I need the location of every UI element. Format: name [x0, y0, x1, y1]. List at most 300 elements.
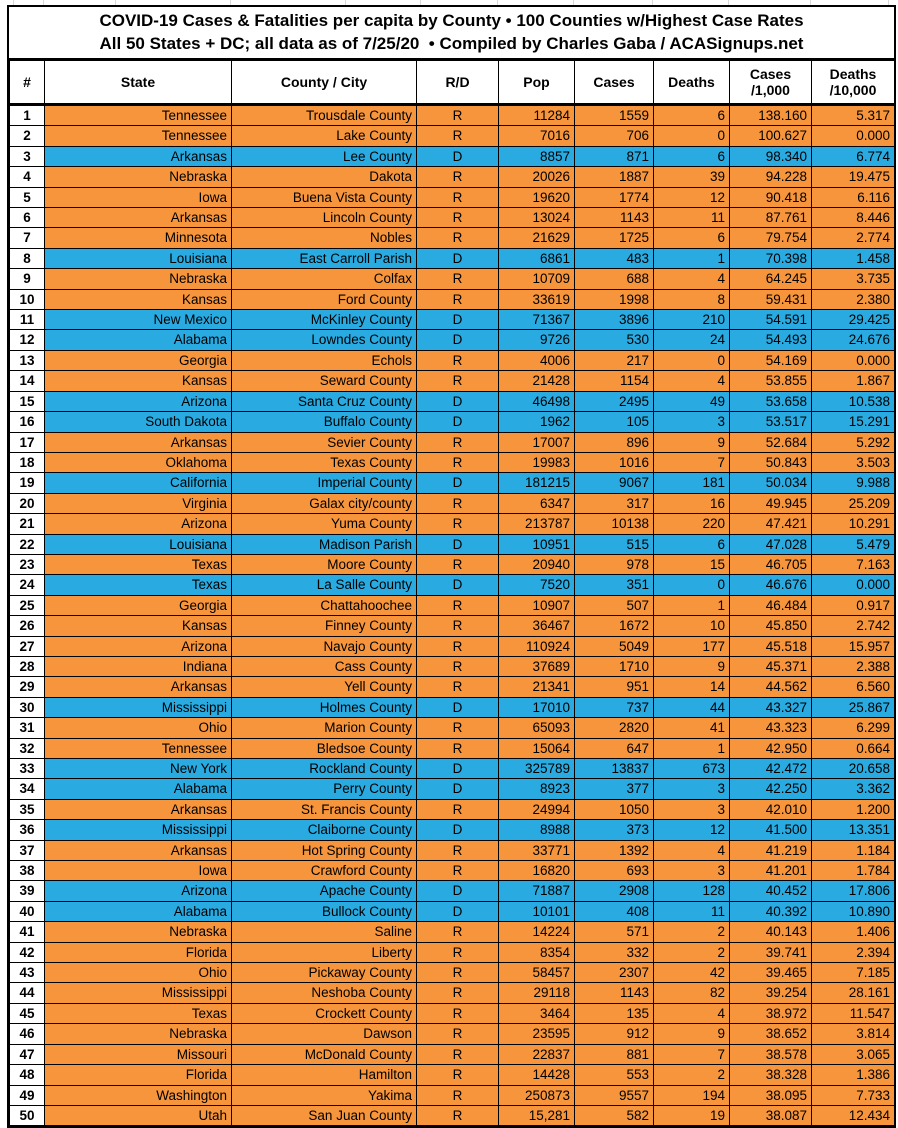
cell-state: Nebraska	[45, 1024, 232, 1044]
table-row	[10, 595, 895, 615]
cell-cases_per_1000: 45.518	[730, 636, 812, 656]
cell-cases_per_1000: 41.500	[730, 820, 812, 840]
table-row	[10, 1105, 895, 1125]
cell-party: D	[417, 534, 499, 554]
cell-rank: 29	[10, 677, 45, 697]
cell-rank: 21	[10, 514, 45, 534]
cell-county: Yuma County	[232, 514, 417, 534]
cell-party: D	[417, 146, 499, 166]
cell-deaths_per_10000: 11.547	[812, 1003, 895, 1023]
cell-state: Indiana	[45, 656, 232, 676]
cell-pop: 4006	[499, 350, 575, 370]
cell-cases_per_1000: 42.010	[730, 799, 812, 819]
cell-cases: 373	[575, 820, 654, 840]
cell-deaths_per_10000: 28.161	[812, 983, 895, 1003]
cell-state: Nebraska	[45, 167, 232, 187]
cell-cases_per_1000: 64.245	[730, 269, 812, 289]
cell-state: Ohio	[45, 963, 232, 983]
table-row	[10, 779, 895, 799]
cell-cases_per_1000: 38.972	[730, 1003, 812, 1023]
table-row	[10, 554, 895, 574]
cell-rank: 22	[10, 534, 45, 554]
cell-deaths_per_10000: 2.742	[812, 616, 895, 636]
cell-deaths: 11	[654, 901, 730, 921]
table-row	[10, 146, 895, 166]
cell-pop: 6861	[499, 248, 575, 268]
cell-cases: 1998	[575, 289, 654, 309]
cell-cases: 706	[575, 126, 654, 146]
cell-deaths_per_10000: 2.380	[812, 289, 895, 309]
cell-cases: 2820	[575, 718, 654, 738]
cell-state: Iowa	[45, 187, 232, 207]
cell-cases_per_1000: 52.684	[730, 432, 812, 452]
cell-cases: 1016	[575, 452, 654, 472]
table-row	[10, 1024, 895, 1044]
table-row	[10, 126, 895, 146]
table-row	[10, 310, 895, 330]
cell-county: St. Francis County	[232, 799, 417, 819]
cell-deaths: 2	[654, 922, 730, 942]
cell-deaths: 10	[654, 616, 730, 636]
cell-deaths: 9	[654, 432, 730, 452]
cell-cases_per_1000: 54.169	[730, 350, 812, 370]
cell-deaths_per_10000: 1.200	[812, 799, 895, 819]
cell-party: R	[417, 269, 499, 289]
cell-deaths_per_10000: 12.434	[812, 1105, 895, 1125]
cell-cases: 507	[575, 595, 654, 615]
cell-cases_per_1000: 43.327	[730, 697, 812, 717]
cell-deaths: 12	[654, 187, 730, 207]
table-row	[10, 391, 895, 411]
cell-cases_per_1000: 40.143	[730, 922, 812, 942]
cell-party: R	[417, 922, 499, 942]
cell-cases: 351	[575, 575, 654, 595]
cell-county: Marion County	[232, 718, 417, 738]
cell-rank: 45	[10, 1003, 45, 1023]
cell-rank: 31	[10, 718, 45, 738]
cell-party: R	[417, 289, 499, 309]
cell-pop: 1962	[499, 412, 575, 432]
column-header-pop: Pop	[499, 61, 575, 105]
cell-deaths: 177	[654, 636, 730, 656]
cell-deaths_per_10000: 3.065	[812, 1044, 895, 1064]
cell-party: D	[417, 697, 499, 717]
cell-rank: 26	[10, 616, 45, 636]
cell-rank: 5	[10, 187, 45, 207]
cell-cases_per_1000: 46.705	[730, 554, 812, 574]
cell-county: Yell County	[232, 677, 417, 697]
cell-party: D	[417, 820, 499, 840]
cell-county: Moore County	[232, 554, 417, 574]
cell-party: R	[417, 1105, 499, 1125]
cell-state: Arizona	[45, 514, 232, 534]
cell-county: Crawford County	[232, 861, 417, 881]
table-row	[10, 575, 895, 595]
table-row	[10, 412, 895, 432]
cell-party: D	[417, 330, 499, 350]
cell-party: D	[417, 575, 499, 595]
table-row	[10, 452, 895, 472]
cell-party: D	[417, 473, 499, 493]
column-header-rank: #	[10, 61, 45, 105]
column-header-party: R/D	[417, 61, 499, 105]
table-row	[10, 840, 895, 860]
cell-party: D	[417, 901, 499, 921]
cell-rank: 39	[10, 881, 45, 901]
cell-party: R	[417, 1003, 499, 1023]
cell-county: Sevier County	[232, 432, 417, 452]
column-header-deaths_per_10000: Deaths /10,000	[812, 61, 895, 105]
cell-party: R	[417, 187, 499, 207]
cell-state: Arizona	[45, 636, 232, 656]
cell-deaths: 19	[654, 1105, 730, 1125]
cell-county: Hamilton	[232, 1065, 417, 1085]
cell-party: D	[417, 391, 499, 411]
cell-cases_per_1000: 40.452	[730, 881, 812, 901]
cell-party: D	[417, 759, 499, 779]
table-row	[10, 1044, 895, 1064]
cell-cases: 1887	[575, 167, 654, 187]
cell-county: McDonald County	[232, 1044, 417, 1064]
cell-deaths: 14	[654, 677, 730, 697]
cell-cases: 1710	[575, 656, 654, 676]
cell-state: Texas	[45, 575, 232, 595]
cell-county: Ford County	[232, 289, 417, 309]
cell-deaths_per_10000: 1.386	[812, 1065, 895, 1085]
cell-party: R	[417, 493, 499, 513]
cell-deaths_per_10000: 5.317	[812, 105, 895, 126]
cell-pop: 19983	[499, 452, 575, 472]
cell-deaths: 220	[654, 514, 730, 534]
cell-state: South Dakota	[45, 412, 232, 432]
table-row	[10, 881, 895, 901]
cell-pop: 29118	[499, 983, 575, 1003]
cell-cases: 951	[575, 677, 654, 697]
table-body	[10, 105, 895, 1126]
cell-pop: 10907	[499, 595, 575, 615]
column-header-cases_per_1000: Cases /1,000	[730, 61, 812, 105]
cell-deaths_per_10000: 29.425	[812, 310, 895, 330]
cell-county: Seward County	[232, 371, 417, 391]
cell-county: Dakota	[232, 167, 417, 187]
cell-cases_per_1000: 47.421	[730, 514, 812, 534]
cell-cases_per_1000: 38.328	[730, 1065, 812, 1085]
cell-state: Virginia	[45, 493, 232, 513]
cell-pop: 21341	[499, 677, 575, 697]
table-row	[10, 493, 895, 513]
cell-pop: 17010	[499, 697, 575, 717]
cell-deaths_per_10000: 25.867	[812, 697, 895, 717]
cell-cases: 10138	[575, 514, 654, 534]
cell-county: Cass County	[232, 656, 417, 676]
cell-cases_per_1000: 53.658	[730, 391, 812, 411]
cell-state: Florida	[45, 1065, 232, 1085]
cell-deaths_per_10000: 3.362	[812, 779, 895, 799]
cell-state: Texas	[45, 554, 232, 574]
cell-rank: 37	[10, 840, 45, 860]
cell-deaths: 2	[654, 942, 730, 962]
cell-deaths_per_10000: 10.291	[812, 514, 895, 534]
cell-cases_per_1000: 38.095	[730, 1085, 812, 1105]
cell-deaths: 39	[654, 167, 730, 187]
cell-party: R	[417, 1024, 499, 1044]
cell-cases: 1143	[575, 208, 654, 228]
table-row	[10, 983, 895, 1003]
cell-deaths_per_10000: 0.917	[812, 595, 895, 615]
cell-rank: 3	[10, 146, 45, 166]
cell-pop: 14224	[499, 922, 575, 942]
cell-deaths_per_10000: 8.446	[812, 208, 895, 228]
cell-deaths: 0	[654, 575, 730, 595]
column-header-deaths: Deaths	[654, 61, 730, 105]
cell-cases: 737	[575, 697, 654, 717]
cell-cases_per_1000: 98.340	[730, 146, 812, 166]
cell-deaths_per_10000: 6.774	[812, 146, 895, 166]
table-row	[10, 289, 895, 309]
cell-cases: 1050	[575, 799, 654, 819]
cell-party: R	[417, 105, 499, 126]
table-row	[10, 248, 895, 268]
cell-cases_per_1000: 42.250	[730, 779, 812, 799]
cell-state: Texas	[45, 1003, 232, 1023]
cell-cases_per_1000: 50.034	[730, 473, 812, 493]
cell-rank: 20	[10, 493, 45, 513]
cell-cases_per_1000: 42.950	[730, 738, 812, 758]
cell-deaths: 9	[654, 1024, 730, 1044]
cell-deaths: 6	[654, 105, 730, 126]
cell-deaths: 9	[654, 656, 730, 676]
cell-cases_per_1000: 46.484	[730, 595, 812, 615]
cell-deaths: 3	[654, 861, 730, 881]
cell-state: Minnesota	[45, 228, 232, 248]
table-row	[10, 514, 895, 534]
cell-pop: 36467	[499, 616, 575, 636]
cell-state: Kansas	[45, 289, 232, 309]
cell-pop: 9726	[499, 330, 575, 350]
cell-county: La Salle County	[232, 575, 417, 595]
cell-deaths: 181	[654, 473, 730, 493]
cell-party: R	[417, 963, 499, 983]
cell-cases_per_1000: 40.392	[730, 901, 812, 921]
cell-party: R	[417, 616, 499, 636]
cell-state: Washington	[45, 1085, 232, 1105]
cell-party: R	[417, 636, 499, 656]
cell-deaths_per_10000: 25.209	[812, 493, 895, 513]
cell-rank: 11	[10, 310, 45, 330]
table-row	[10, 942, 895, 962]
cell-party: R	[417, 799, 499, 819]
table-row	[10, 656, 895, 676]
cell-deaths_per_10000: 6.116	[812, 187, 895, 207]
cell-deaths: 1	[654, 738, 730, 758]
cell-deaths_per_10000: 1.184	[812, 840, 895, 860]
table-row	[10, 820, 895, 840]
cell-deaths_per_10000: 0.000	[812, 126, 895, 146]
cell-state: Alabama	[45, 330, 232, 350]
cell-deaths: 194	[654, 1085, 730, 1105]
cell-rank: 10	[10, 289, 45, 309]
cell-deaths_per_10000: 3.735	[812, 269, 895, 289]
cell-county: East Carroll Parish	[232, 248, 417, 268]
cell-rank: 46	[10, 1024, 45, 1044]
cell-rank: 44	[10, 983, 45, 1003]
cell-pop: 15064	[499, 738, 575, 758]
table-row	[10, 350, 895, 370]
table-row	[10, 616, 895, 636]
cell-cases_per_1000: 90.418	[730, 187, 812, 207]
cell-state: Oklahoma	[45, 452, 232, 472]
cell-county: Pickaway County	[232, 963, 417, 983]
cell-deaths: 12	[654, 820, 730, 840]
table-row	[10, 105, 895, 126]
cell-rank: 50	[10, 1105, 45, 1125]
cell-cases_per_1000: 45.371	[730, 656, 812, 676]
cell-state: Louisiana	[45, 248, 232, 268]
cell-county: Nobles	[232, 228, 417, 248]
cell-cases_per_1000: 38.652	[730, 1024, 812, 1044]
cell-county: Bledsoe County	[232, 738, 417, 758]
cell-county: Rockland County	[232, 759, 417, 779]
cell-rank: 36	[10, 820, 45, 840]
table-title-line-2: All 50 States + DC; all data as of 7/25/20 • Compiled by Charles Gaba / ACASignups.net	[99, 34, 804, 53]
cell-pop: 22837	[499, 1044, 575, 1064]
cell-cases: 2495	[575, 391, 654, 411]
cell-cases: 1559	[575, 105, 654, 126]
cell-pop: 19620	[499, 187, 575, 207]
table-row	[10, 1003, 895, 1023]
cell-rank: 42	[10, 942, 45, 962]
cell-pop: 7520	[499, 575, 575, 595]
cell-pop: 15,281	[499, 1105, 575, 1125]
cell-state: Tennessee	[45, 126, 232, 146]
cell-deaths: 4	[654, 371, 730, 391]
cell-state: Louisiana	[45, 534, 232, 554]
cell-pop: 8988	[499, 820, 575, 840]
cell-cases_per_1000: 41.219	[730, 840, 812, 860]
cell-county: Apache County	[232, 881, 417, 901]
cell-deaths_per_10000: 1.867	[812, 371, 895, 391]
cell-party: R	[417, 595, 499, 615]
cell-cases: 571	[575, 922, 654, 942]
cell-rank: 34	[10, 779, 45, 799]
cell-state: New York	[45, 759, 232, 779]
cell-rank: 40	[10, 901, 45, 921]
cell-county: Echols	[232, 350, 417, 370]
cell-cases_per_1000: 39.254	[730, 983, 812, 1003]
cell-rank: 28	[10, 656, 45, 676]
cell-pop: 14428	[499, 1065, 575, 1085]
cell-deaths: 6	[654, 228, 730, 248]
cell-cases_per_1000: 53.517	[730, 412, 812, 432]
cell-cases: 13837	[575, 759, 654, 779]
cell-cases: 217	[575, 350, 654, 370]
cell-deaths: 11	[654, 208, 730, 228]
cell-deaths_per_10000: 15.957	[812, 636, 895, 656]
cell-party: R	[417, 228, 499, 248]
cell-county: Holmes County	[232, 697, 417, 717]
table-row	[10, 167, 895, 187]
cell-rank: 1	[10, 105, 45, 126]
cell-rank: 33	[10, 759, 45, 779]
cell-party: R	[417, 861, 499, 881]
cell-deaths_per_10000: 9.988	[812, 473, 895, 493]
cell-deaths_per_10000: 3.814	[812, 1024, 895, 1044]
cell-party: R	[417, 677, 499, 697]
table-row	[10, 473, 895, 493]
cell-deaths: 4	[654, 1003, 730, 1023]
cell-county: Lee County	[232, 146, 417, 166]
cell-state: Nebraska	[45, 922, 232, 942]
cell-county: Chattahoochee	[232, 595, 417, 615]
cell-cases_per_1000: 79.754	[730, 228, 812, 248]
cell-deaths: 0	[654, 350, 730, 370]
cell-deaths_per_10000: 5.292	[812, 432, 895, 452]
cell-pop: 325789	[499, 759, 575, 779]
table-row	[10, 861, 895, 881]
table-row	[10, 738, 895, 758]
cell-cases: 978	[575, 554, 654, 574]
cell-cases_per_1000: 94.228	[730, 167, 812, 187]
cell-cases_per_1000: 38.087	[730, 1105, 812, 1125]
cell-cases_per_1000: 45.850	[730, 616, 812, 636]
cell-county: Imperial County	[232, 473, 417, 493]
cell-deaths_per_10000: 0.000	[812, 575, 895, 595]
cell-county: Santa Cruz County	[232, 391, 417, 411]
cell-rank: 48	[10, 1065, 45, 1085]
cell-cases: 1154	[575, 371, 654, 391]
cell-cases: 317	[575, 493, 654, 513]
cell-cases: 1672	[575, 616, 654, 636]
table-title-block	[9, 7, 894, 60]
cell-rank: 8	[10, 248, 45, 268]
table-row	[10, 901, 895, 921]
cell-rank: 15	[10, 391, 45, 411]
cell-deaths: 15	[654, 554, 730, 574]
cell-pop: 23595	[499, 1024, 575, 1044]
cell-pop: 71367	[499, 310, 575, 330]
cell-pop: 16820	[499, 861, 575, 881]
cell-pop: 3464	[499, 1003, 575, 1023]
cell-cases: 483	[575, 248, 654, 268]
cell-county: Colfax	[232, 269, 417, 289]
cell-state: Tennessee	[45, 738, 232, 758]
cell-state: Georgia	[45, 350, 232, 370]
cell-cases: 135	[575, 1003, 654, 1023]
cell-party: R	[417, 1085, 499, 1105]
column-header-state: State	[45, 61, 232, 105]
cell-deaths_per_10000: 1.406	[812, 922, 895, 942]
table-row	[10, 963, 895, 983]
cell-deaths_per_10000: 5.479	[812, 534, 895, 554]
cell-cases_per_1000: 53.855	[730, 371, 812, 391]
cell-state: Arkansas	[45, 840, 232, 860]
cell-county: Saline	[232, 922, 417, 942]
cell-pop: 10709	[499, 269, 575, 289]
cell-cases: 582	[575, 1105, 654, 1125]
cell-party: R	[417, 718, 499, 738]
table-row	[10, 799, 895, 819]
cell-party: R	[417, 432, 499, 452]
column-header-cases: Cases	[575, 61, 654, 105]
cell-county: San Juan County	[232, 1105, 417, 1125]
cell-deaths: 24	[654, 330, 730, 350]
cell-rank: 9	[10, 269, 45, 289]
cell-deaths_per_10000: 17.806	[812, 881, 895, 901]
cell-rank: 17	[10, 432, 45, 452]
cell-state: Nebraska	[45, 269, 232, 289]
cell-cases_per_1000: 39.465	[730, 963, 812, 983]
cell-cases_per_1000: 49.945	[730, 493, 812, 513]
